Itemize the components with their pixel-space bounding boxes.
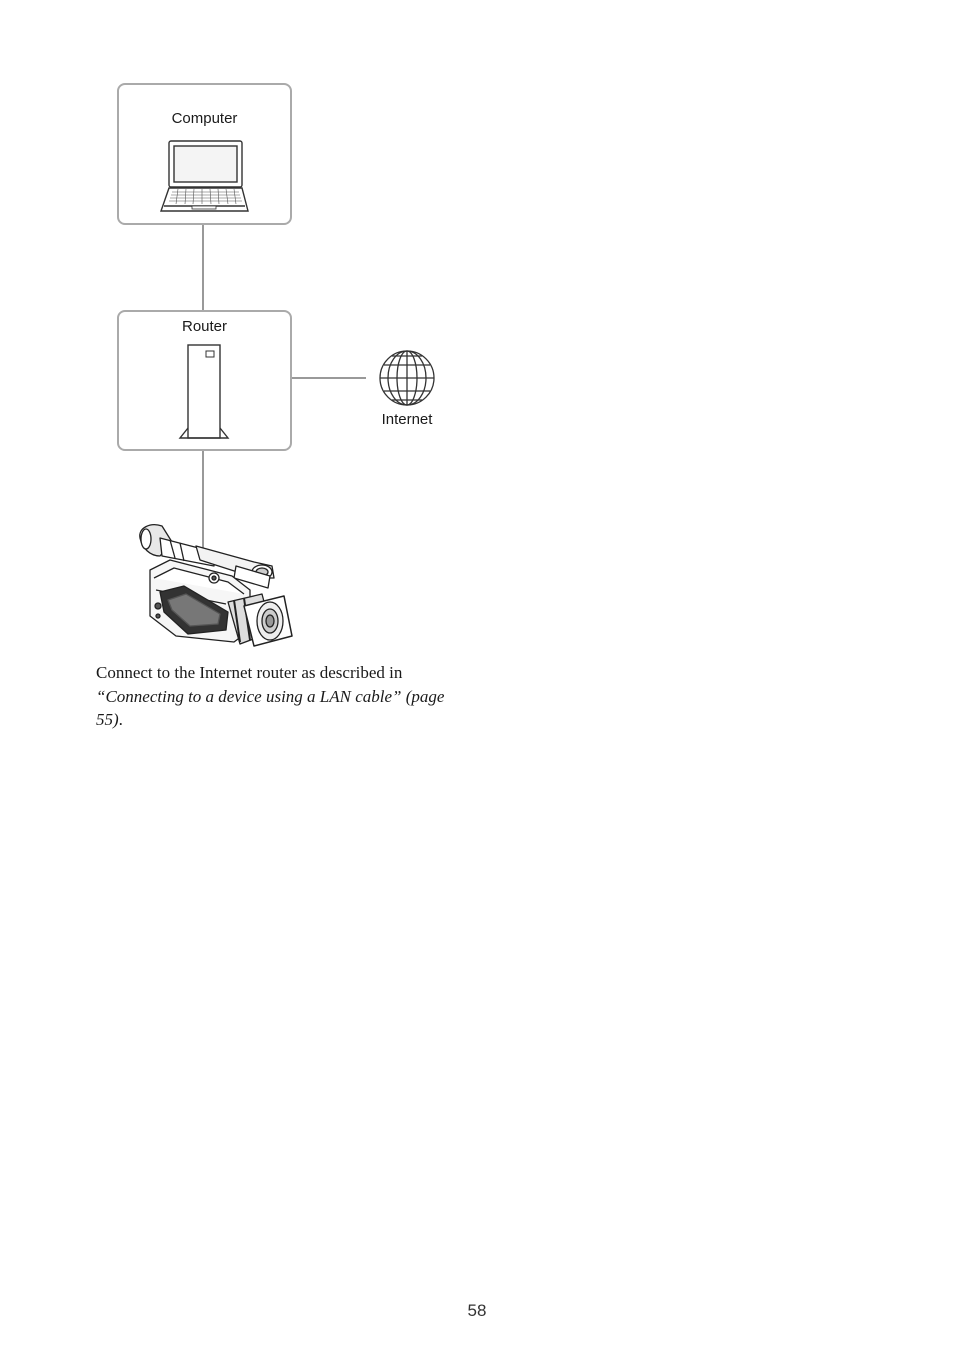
network-diagram (0, 0, 954, 660)
cross-reference-link[interactable]: “Connecting to a device using a LAN cable” (page 55) (96, 686, 445, 729)
camcorder-icon (140, 525, 292, 646)
caption-paragraph (96, 661, 456, 732)
caption-text: Connect to the Internet router as described in (96, 663, 403, 682)
internet-label: Internet (381, 411, 433, 428)
computer-label: Computer (171, 110, 238, 127)
caption-period: . (118, 710, 123, 729)
laptop-icon (161, 141, 248, 211)
globe-icon (380, 351, 434, 405)
router-label: Router (181, 318, 228, 335)
page-number: 58 (467, 1301, 487, 1320)
